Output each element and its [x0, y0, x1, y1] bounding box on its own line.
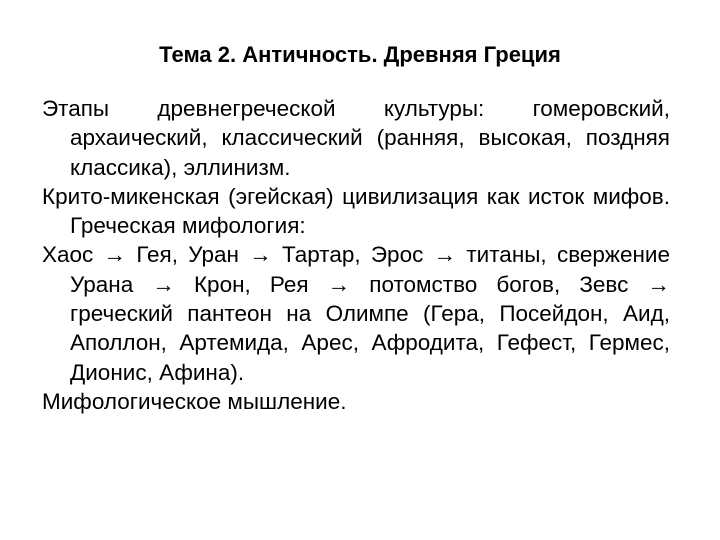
paragraph-greek-theogony: Хаос → Гея, Уран → Тартар, Эрос → титаны, свержение Урана → Крон, Рея → потомство богов, Зевс → греческий пантеон на Олимпе (Гера, Посейдон, Аид, Аполлон, Артемида, Арес, Афродита, Гефест, Гермес, Дионис, Афина). — [42, 242, 670, 385]
slide-body — [42, 94, 670, 416]
paragraph-mythological-thinking: Мифологическое мышление. — [42, 388, 347, 414]
paragraph-culture-stages: Этапы древнегреческой культуры: гомеровский, архаический, классический (ранняя, высокая, поздняя классика), эллинизм. — [42, 96, 670, 180]
paragraph-minoan-civilization: Крито-микенская (эгейская) цивилизация как исток мифов. Греческая мифология: — [42, 183, 670, 239]
slide-title: Тема 2. Античность. Древняя Греция — [159, 42, 561, 67]
